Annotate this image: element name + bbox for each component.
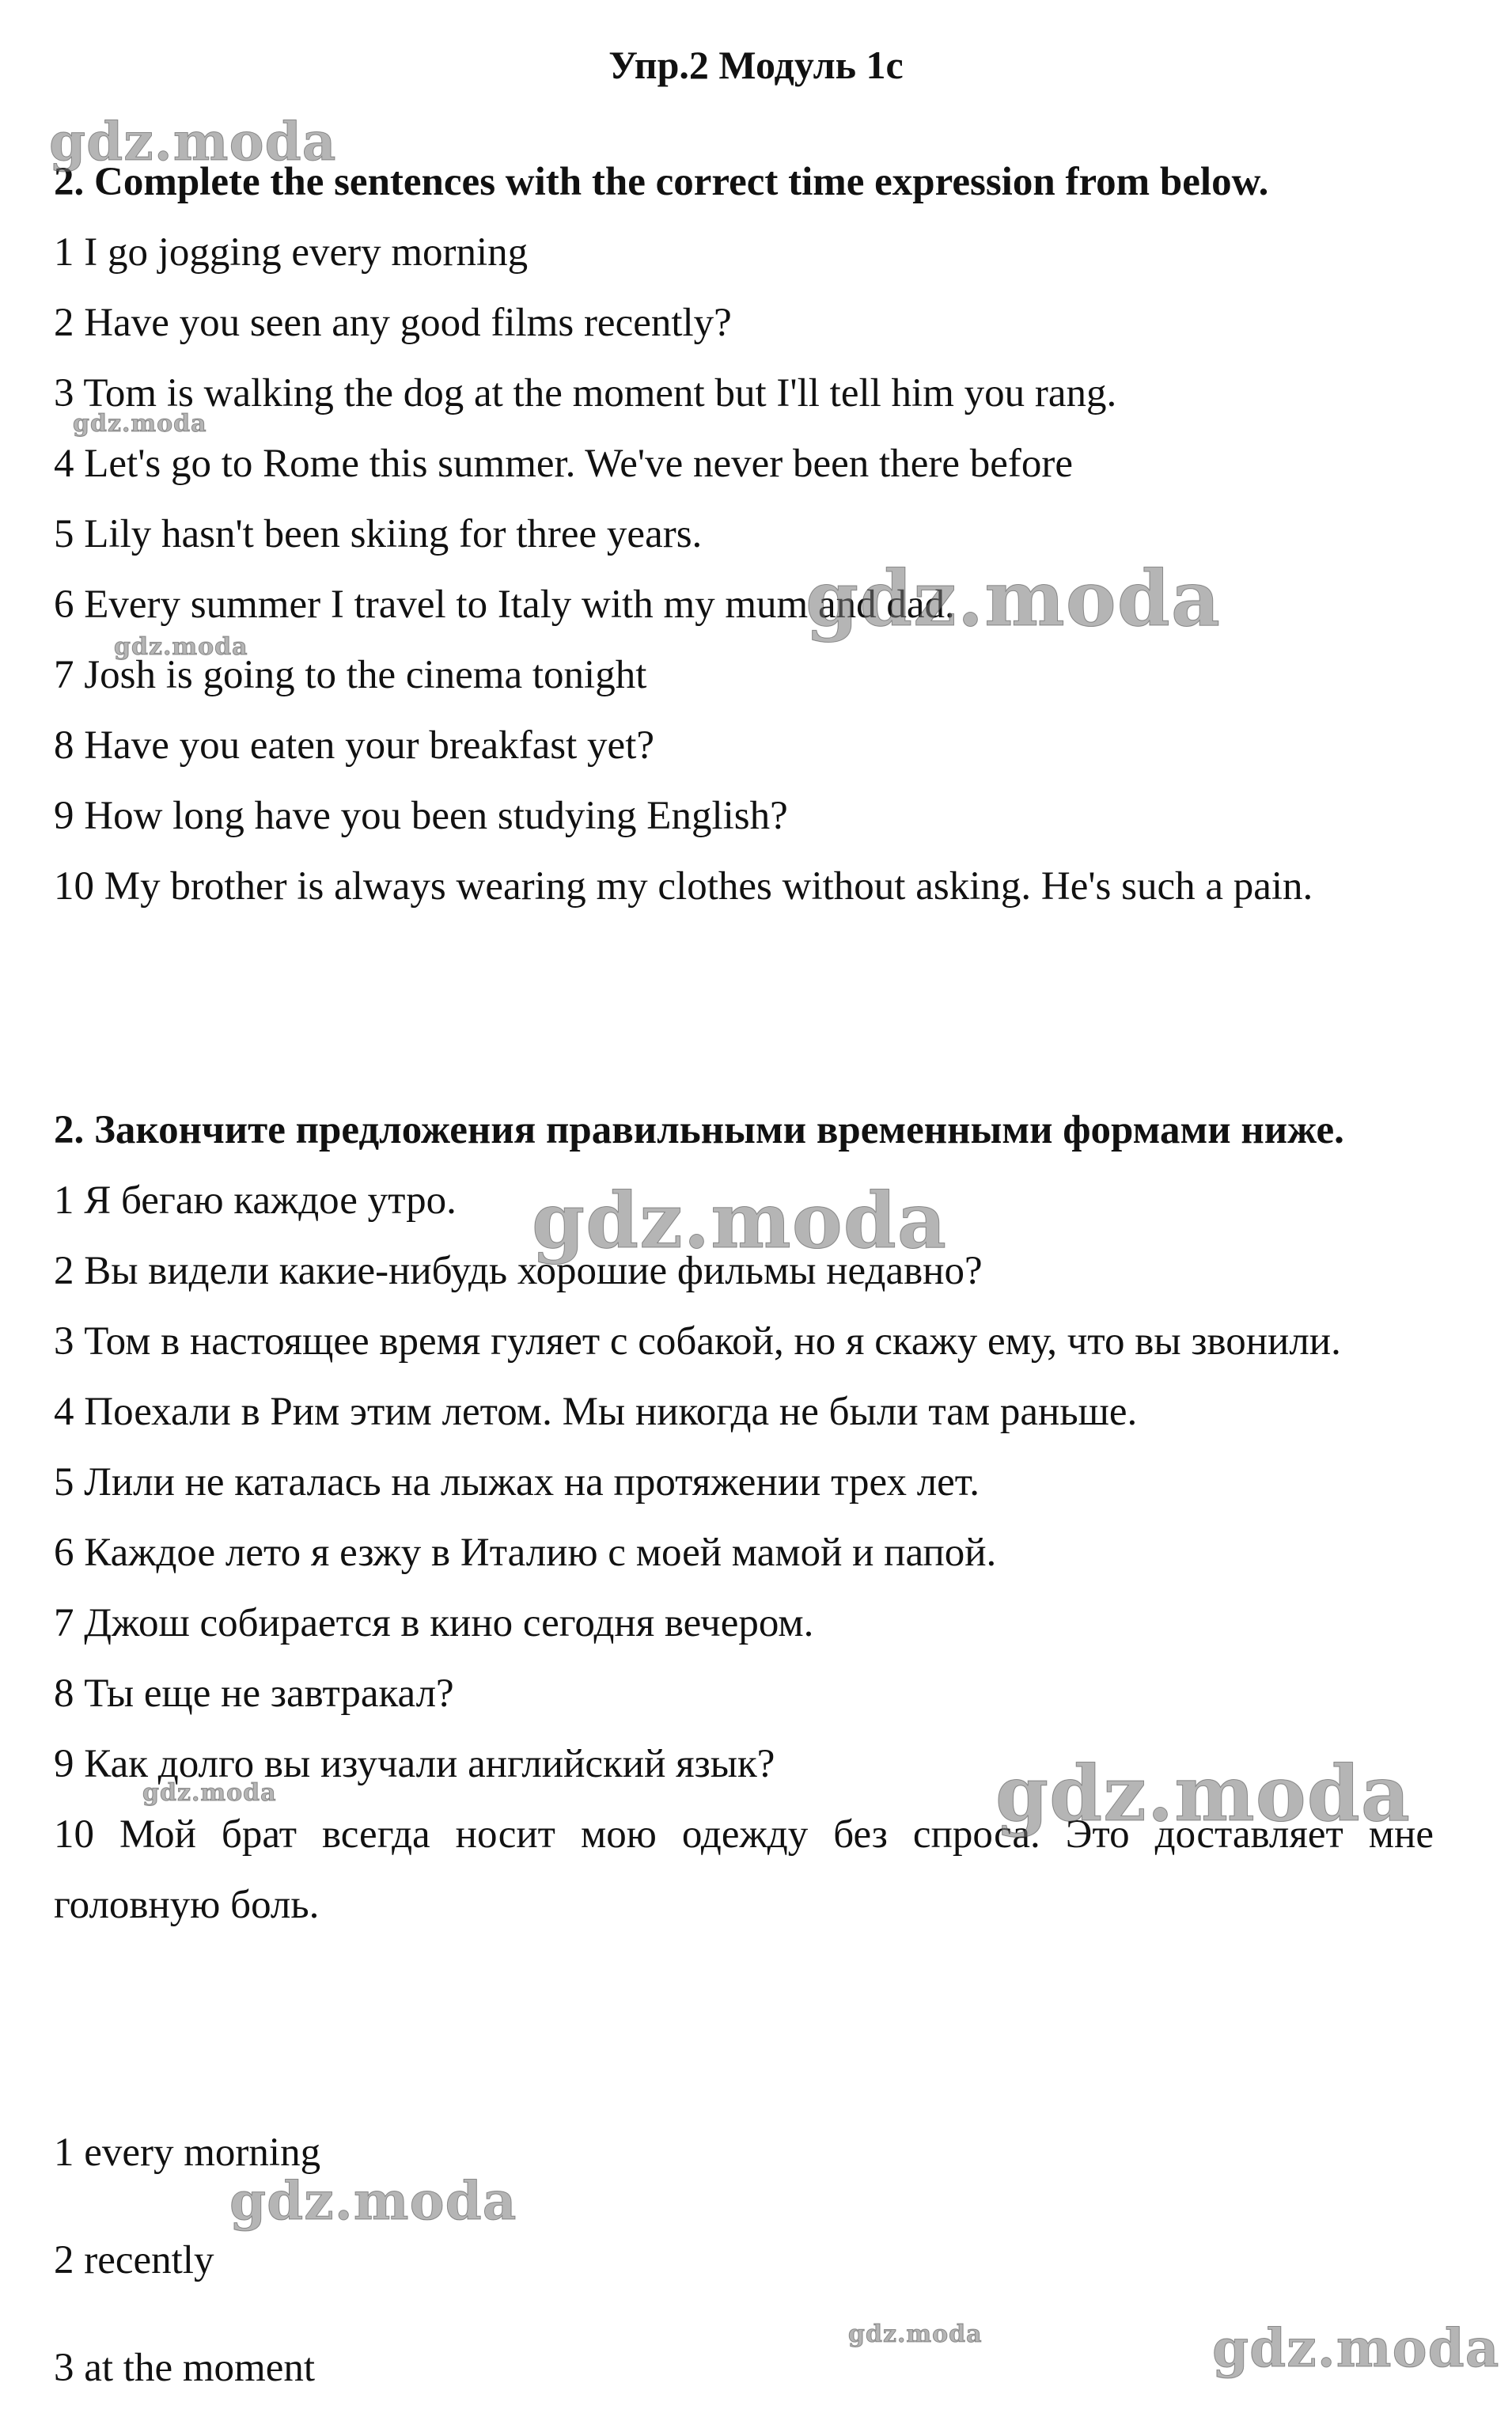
watermark: gdz.moda [229, 2170, 517, 2232]
russian-sentence-2: 2 Вы видели какие-нибудь хорошие фильмы недавно? [54, 1249, 983, 1293]
watermark: gdz.moda [848, 2320, 983, 2348]
russian-sentence-5: 5 Лили не каталась на лыжах на протяжении трех лет. [54, 1460, 980, 1504]
russian-sentence-4: 4 Поехали в Рим этим летом. Мы никогда не были там раньше. [54, 1390, 1138, 1434]
russian-sentence-3: 3 Том в настоящее время гуляет с собакой, но я скажу ему, что вы звонили. [54, 1319, 1341, 1364]
russian-sentence-9: 9 Как долго вы изучали английский язык? [54, 1742, 775, 1786]
russian-sentence-10: 10 Мой брат всегда носит мою одежду без спроса. Это доставляет мне головную боль. [54, 1812, 1434, 1927]
english-sentence-5: 5 Lily hasn't been skiing for three years. [54, 512, 703, 556]
answer-1: 1 every morning [54, 2131, 321, 2175]
watermark: gdz.moda [805, 554, 1222, 643]
english-sentence-4: 4 Let's go to Rome this summer. We've never been there before [54, 442, 1073, 486]
watermark: gdz.moda [1212, 2317, 1500, 2379]
english-heading: 2. Complete the sentences with the correct time expression from below. [54, 160, 1269, 204]
english-sentence-3: 3 Tom is walking the dog at the moment but I'll tell him you rang. [54, 371, 1117, 415]
watermark: gdz.moda [114, 633, 248, 661]
english-sentence-6: 6 Every summer I travel to Italy with my mum and dad. [54, 582, 955, 627]
english-section [54, 147, 1434, 922]
watermark: gdz.moda [49, 111, 337, 173]
page-title: Упр.2 Модуль 1с [608, 43, 904, 87]
russian-heading: 2. Закончите предложения правильными временными формами ниже. [54, 1108, 1344, 1152]
english-sentence-8: 8 Have you eaten your breakfast yet? [54, 723, 654, 768]
watermark: gdz.moda [532, 1176, 948, 1265]
russian-section [54, 1095, 1434, 1941]
english-sentence-1: 1 I go jogging every morning [54, 230, 529, 275]
english-sentence-9: 9 How long have you been studying English? [54, 794, 788, 838]
watermark: gdz.moda [995, 1749, 1412, 1838]
russian-sentence-6: 6 Каждое лето я езжу в Италию с моей мамой и папой. [54, 1531, 997, 1575]
russian-sentence-8: 8 Ты еще не завтракал? [54, 1671, 454, 1716]
english-sentence-2: 2 Have you seen any good films recently? [54, 301, 732, 345]
english-sentence-7: 7 Josh is going to the cinema tonight [54, 653, 647, 697]
watermark: gdz.moda [73, 410, 207, 438]
answer-2: 2 recently [54, 2238, 214, 2282]
watermark: gdz.moda [142, 1779, 277, 1807]
russian-sentence-7: 7 Джош собирается в кино сегодня вечером. [54, 1601, 814, 1645]
english-sentence-10: 10 My brother is always wearing my clothes without asking. He's such a pain. [54, 864, 1313, 909]
answer-3: 3 at the moment [54, 2346, 316, 2390]
russian-sentence-1: 1 Я бегаю каждое утро. [54, 1178, 457, 1223]
